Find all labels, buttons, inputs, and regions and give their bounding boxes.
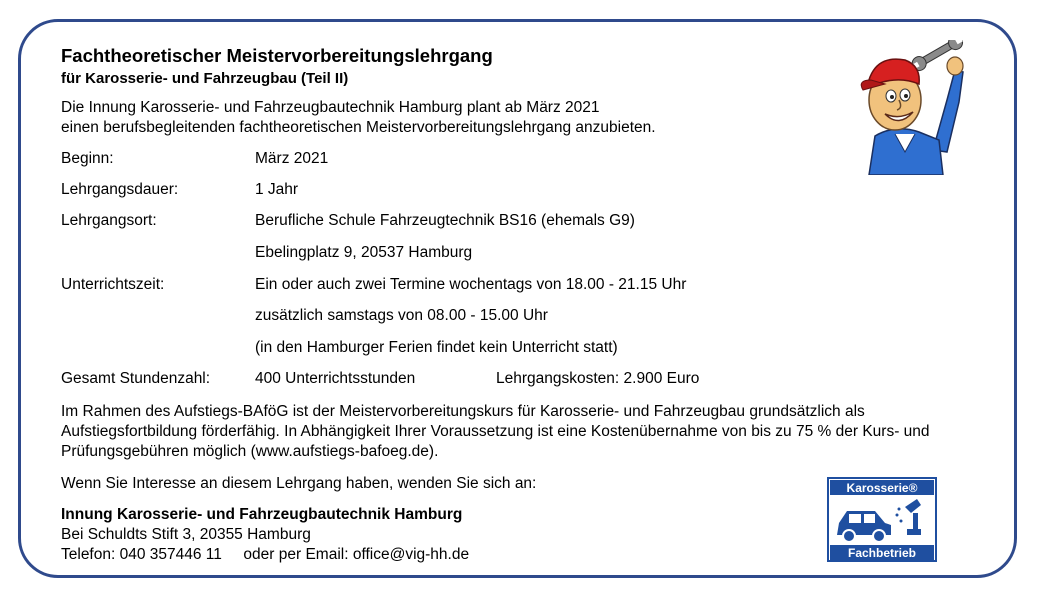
dauer-label: Lehrgangsdauer:	[61, 181, 179, 198]
zeit-value-2: zusätzlich samstags von 08.00 - 15.00 Uhr	[255, 307, 548, 324]
contact-intro: Wenn Sie Interesse an diesem Lehrgang haben, wenden Sie sich an:	[61, 475, 537, 492]
bafoeg-line-2: Aufstiegsfortbildung förderfähig. In Abhängigkeit Ihrer Voraussetzung ist eine Kostenübernahme von bis zu 75 % der Kurs- und	[61, 423, 930, 440]
kosten-value: Lehrgangskosten: 2.900 Euro	[496, 370, 700, 387]
contact-phone-email: Telefon: 040 357446 11 oder per Email: office@vig-hh.de	[61, 546, 470, 563]
contact-org: Innung Karosserie- und Fahrzeugbautechnik Hamburg	[61, 506, 463, 523]
zeit-value-3: (in den Hamburger Ferien findet kein Unterricht statt)	[255, 339, 618, 356]
beginn-value: März 2021	[255, 150, 329, 167]
mechanic-with-wrench-icon	[855, 40, 970, 175]
logo-top-text: Karosserie®	[846, 481, 918, 495]
dauer-value: 1 Jahr	[255, 181, 299, 198]
beginn-label: Beginn:	[61, 150, 114, 167]
page-subtitle: für Karosserie- und Fahrzeugbau (Teil II)	[61, 70, 349, 87]
karosserie-fachbetrieb-logo	[827, 477, 937, 562]
contact-address: Bei Schuldts Stift 3, 20355 Hamburg	[61, 526, 311, 543]
ort-label: Lehrgangsort:	[61, 212, 157, 229]
intro-line-1: Die Innung Karosserie- und Fahrzeugbautechnik Hamburg plant ab März 2021	[61, 99, 600, 116]
bafoeg-line-3: Prüfungsgebühren möglich (www.aufstiegs-bafoeg.de).	[61, 443, 439, 460]
page-title: Fachtheoretischer Meistervorbereitungslehrgang	[61, 45, 493, 66]
logo-bottom-text: Fachbetrieb	[847, 546, 917, 560]
ort-value-2: Ebelingplatz 9, 20537 Hamburg	[255, 244, 473, 261]
ort-value-1: Berufliche Schule Fahrzeugtechnik BS16 (ehemals G9)	[255, 212, 635, 229]
intro-line-2: einen berufsbegleitenden fachtheoretischen Meistervorbereitungslehrgang anzubieten.	[61, 119, 656, 136]
zeit-value-1: Ein oder auch zwei Termine wochentags von 18.00 - 21.15 Uhr	[255, 276, 687, 293]
stunden-value: 400 Unterrichtsstunden	[255, 370, 416, 387]
bafoeg-line-1: Im Rahmen des Aufstiegs-BAföG ist der Meistervorbereitungskurs für Karosserie- und Fahrzeugbau grundsätzlich als	[61, 403, 865, 420]
zeit-label: Unterrichtszeit:	[61, 276, 165, 293]
stunden-label: Gesamt Stundenzahl:	[61, 370, 211, 387]
